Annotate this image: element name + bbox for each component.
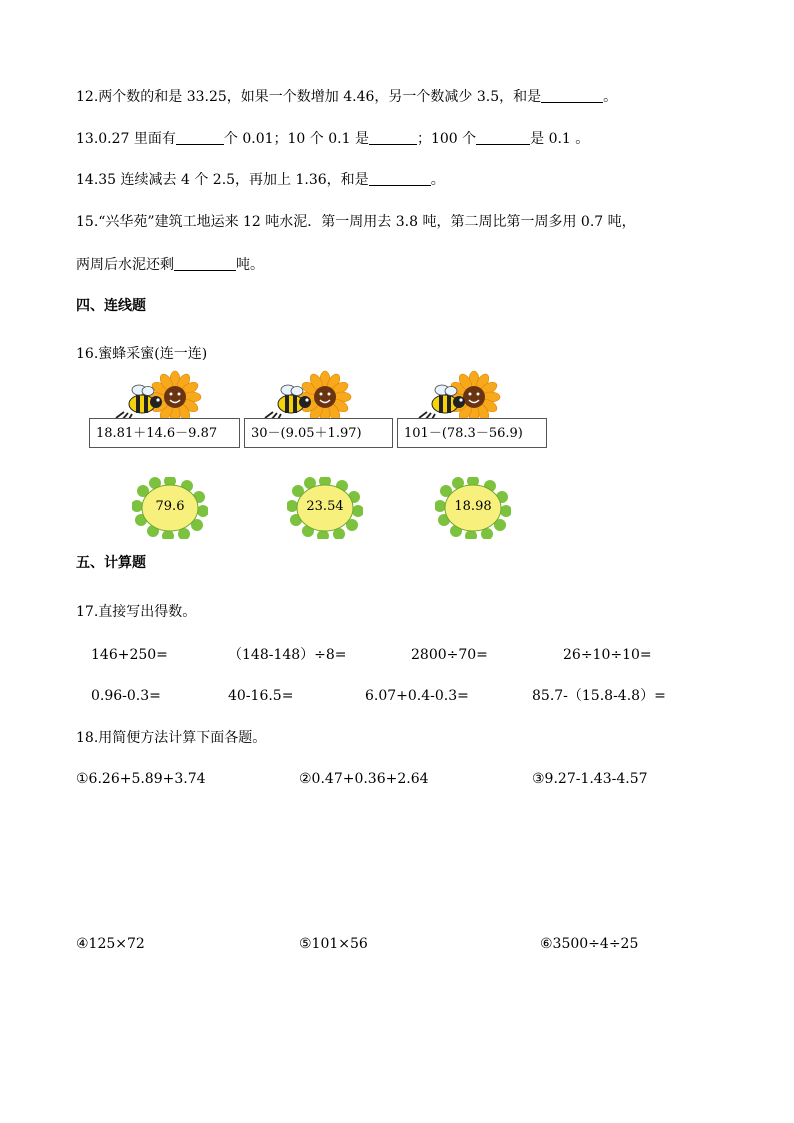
question-13-part3: ；100 个	[416, 131, 477, 147]
calc-item: （148-148）÷8=	[228, 647, 347, 663]
calc-item: 26÷10÷10=	[563, 647, 652, 663]
question-14-end: 。	[430, 172, 445, 188]
question-15-end: 吨。	[236, 257, 264, 273]
calc-item: 85.7-（15.8-4.8）=	[532, 688, 666, 704]
flower-answer-1[interactable]	[132, 477, 208, 539]
calc-item: 40-16.5=	[228, 688, 294, 704]
question-16-title: 16.蜜蜂采蜜(连一连)	[76, 346, 208, 362]
calc-item: 0.96-0.3=	[91, 688, 161, 704]
calc-item: 6.07+0.4-0.3=	[365, 688, 469, 704]
question-13-part1: 13.0.27 里面有	[76, 131, 176, 147]
expression-box-2[interactable]: 30－(9.05＋1.97)	[244, 418, 393, 448]
question-15-line1: 15.“兴华苑”建筑工地运来 12 吨水泥．第一周用去 3.8 吨，第二周比第一周多用 0.7 吨，	[76, 214, 636, 230]
question-18-title: 18.用简便方法计算下面各题。	[76, 730, 267, 746]
simplify-item: ①6.26+5.89+3.74	[76, 771, 206, 787]
bee-flower-1	[116, 371, 201, 423]
flower-value: 23.54	[306, 499, 344, 514]
section-heading-5: 五、计算题	[76, 555, 146, 571]
calc-item: 2800÷70=	[411, 647, 488, 663]
calc-item: 146+250=	[91, 647, 168, 663]
bee-flower-2	[265, 371, 351, 423]
simplify-item: ④125×72	[76, 936, 145, 952]
flower-answer-3[interactable]	[435, 477, 511, 539]
expression-box-1[interactable]: 18.81＋14.6－9.87	[89, 418, 240, 448]
flower-answer-2[interactable]	[287, 477, 363, 539]
bee-flower-3	[419, 371, 500, 423]
simplify-item: ③9.27-1.43-4.57	[532, 771, 648, 787]
question-14-text: 14.35 连续减去 4 个 2.5，再加上 1.36，和是	[76, 172, 369, 188]
expression-box-3[interactable]: 101－(78.3－56.9)	[397, 418, 547, 448]
question-15-text: 两周后水泥还剩	[76, 257, 174, 273]
simplify-item: ②0.47+0.36+2.64	[299, 771, 429, 787]
question-12-text: 12.两个数的和是 33.25，如果一个数增加 4.46，另一个数减少 3.5，和是	[76, 89, 542, 105]
question-13-part2: 个 0.01；10 个 0.1 是	[223, 131, 369, 147]
question-12-end: 。	[603, 89, 618, 105]
simplify-item: ⑤101×56	[299, 936, 368, 952]
question-13-part4: 是 0.1 。	[530, 131, 590, 147]
simplify-item: ⑥3500÷4÷25	[540, 936, 639, 952]
question-17-title: 17.直接写出得数。	[76, 604, 197, 620]
flower-value: 18.98	[454, 499, 492, 514]
flower-value: 79.6	[155, 499, 185, 514]
section-heading-4: 四、连线题	[76, 298, 146, 314]
